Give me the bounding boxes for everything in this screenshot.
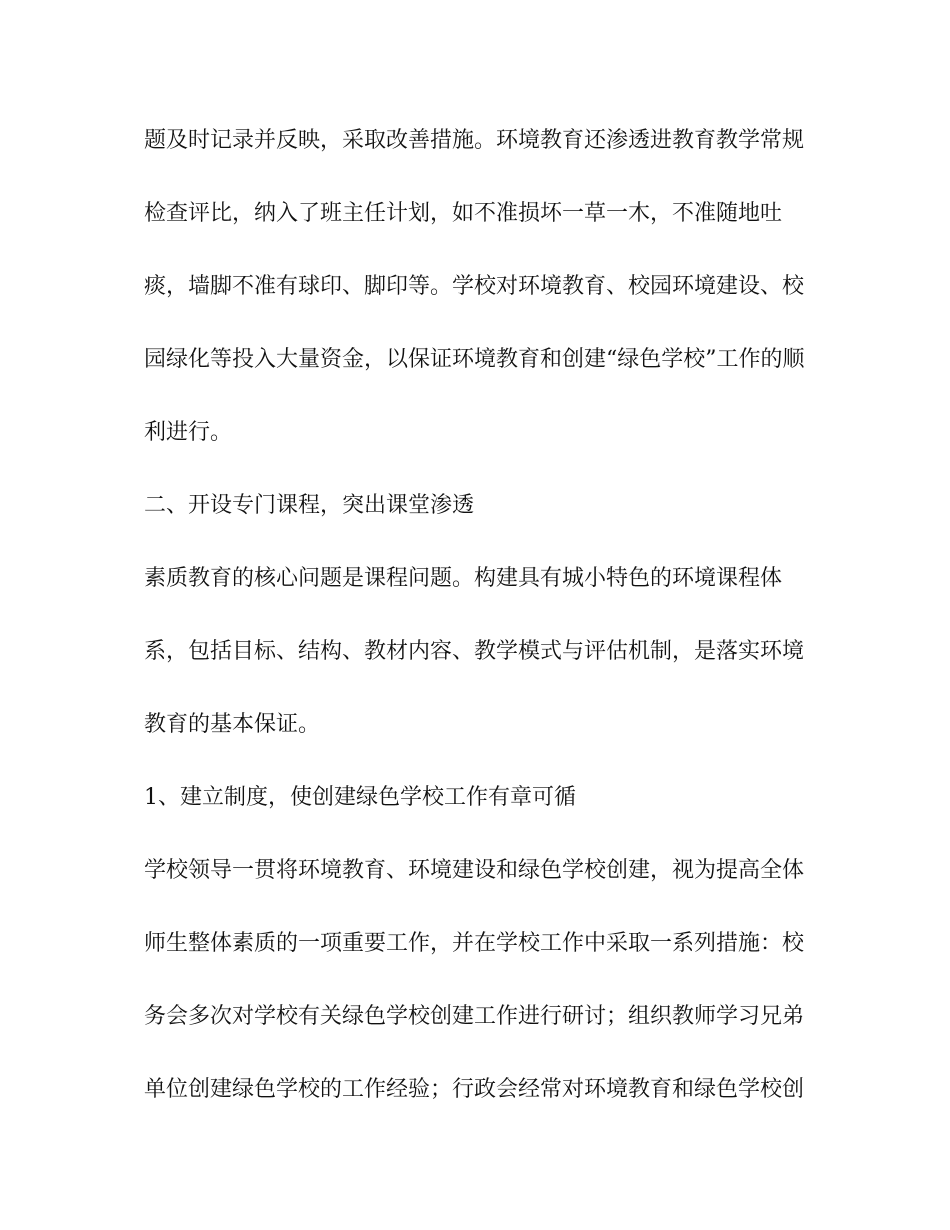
text-line-1: 题及时记录并反映，采取改善措施。环境教育还渗透进教育教学常规 xyxy=(144,128,804,153)
text-line-3: 痰，墙脚不准有球印、脚印等。学校对环境教育、校园环境建设、校 xyxy=(144,274,804,299)
text-line-14: 单位创建绿色学校的工作经验；行政会经常对环境教育和绿色学校创 xyxy=(144,1077,804,1102)
text-line-5: 利进行。 xyxy=(144,420,233,445)
text-line-9: 教育的基本保证。 xyxy=(144,712,321,737)
text-line-2: 检查评比，纳入了班主任计划，如不准损坏一草一木，不准随地吐 xyxy=(144,201,783,226)
text-line-13: 务会多次对学校有关绿色学校创建工作进行研讨；组织教师学习兄弟 xyxy=(144,1004,804,1029)
subsection-heading-1: 1、建立制度，使创建绿色学校工作有章可循 xyxy=(144,785,576,810)
text-line-11: 学校领导一贯将环境教育、环境建设和绿色学校创建，视为提高全体 xyxy=(144,858,804,883)
text-line-12: 师生整体素质的一项重要工作，并在学校工作中采取一系列措施：校 xyxy=(144,931,804,956)
section-heading-2: 二、开设专门课程，突出课堂渗透 xyxy=(144,493,475,518)
text-line-4: 园绿化等投入大量资金，以保证环境教育和创建“绿色学校”工作的顺 xyxy=(144,347,804,372)
text-line-7: 素质教育的核心问题是课程问题。构建具有城小特色的环境课程体 xyxy=(144,566,783,591)
document-body xyxy=(144,119,804,1141)
text-line-8: 系，包括目标、结构、教材内容、教学模式与评估机制，是落实环境 xyxy=(144,639,804,664)
